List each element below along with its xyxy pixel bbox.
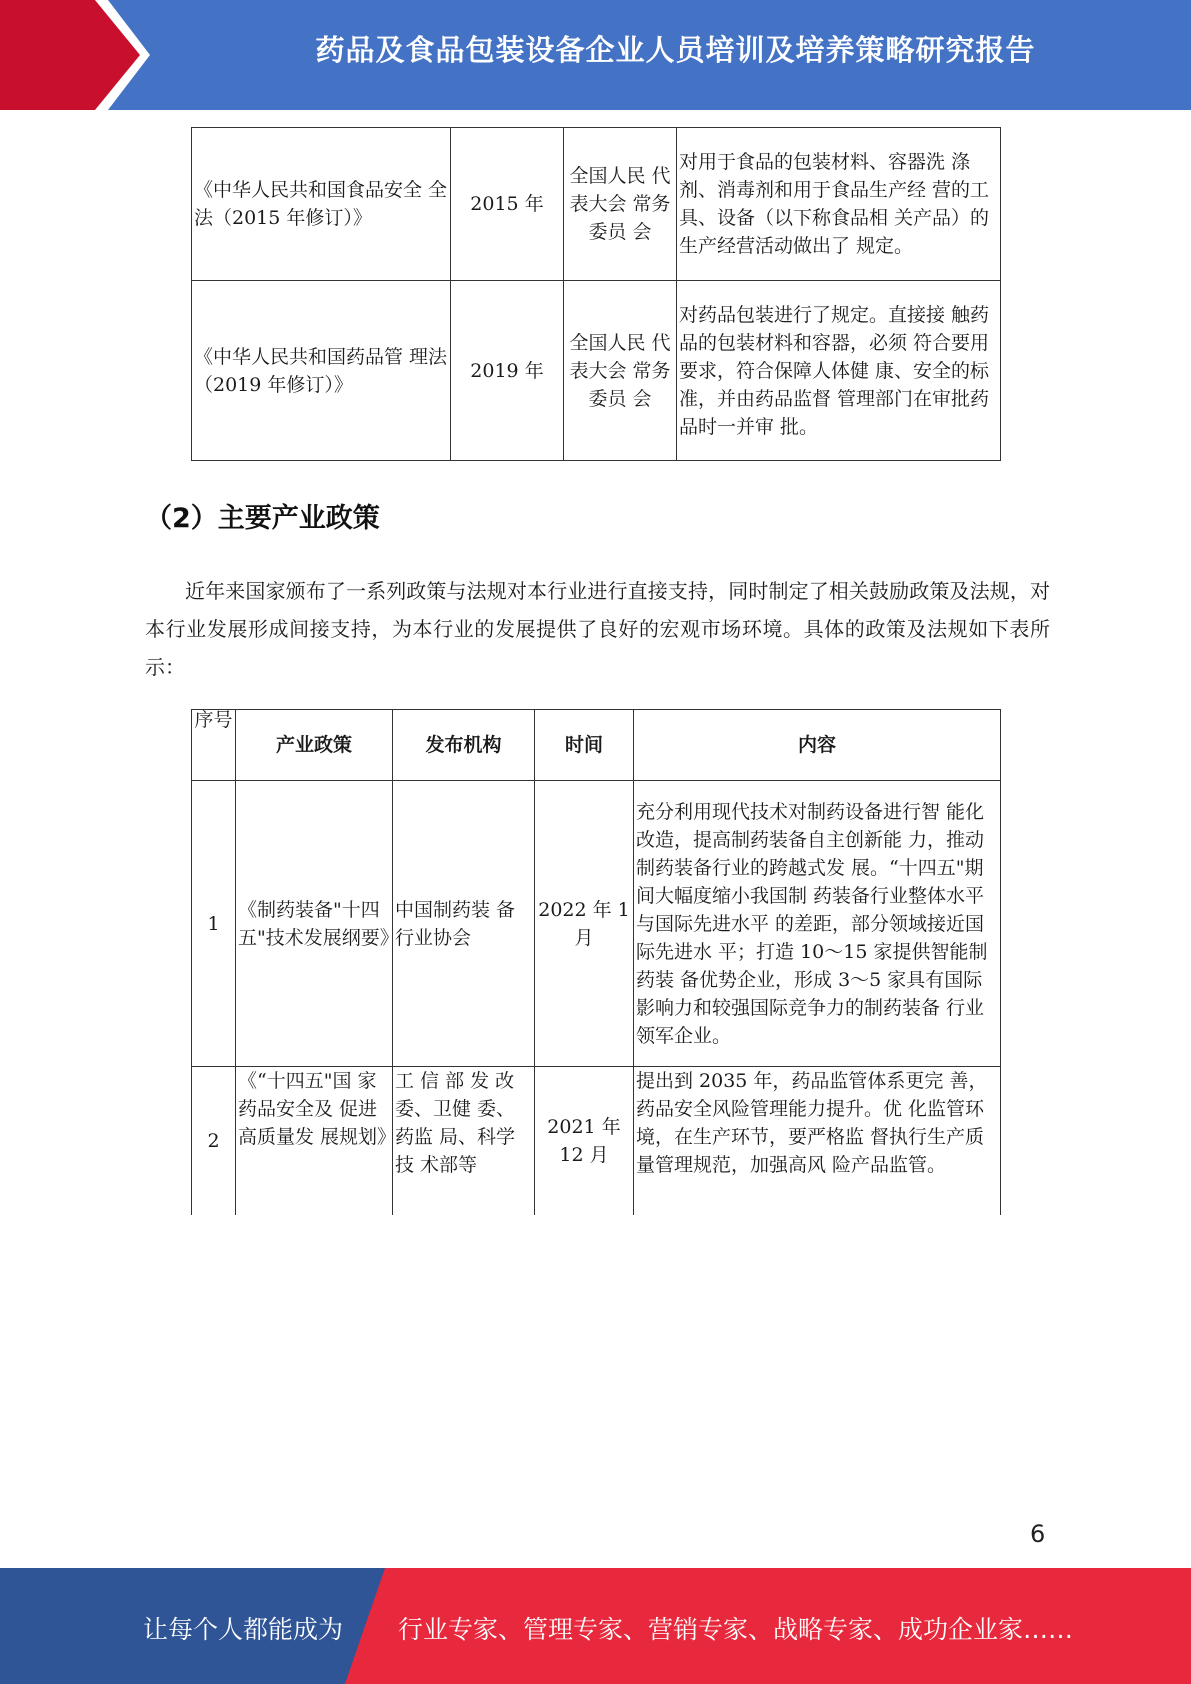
header-content: 内容 (634, 710, 1001, 781)
header-agency: 发布机构 (393, 710, 535, 781)
policy-table (191, 709, 1001, 1215)
policy-agency: 中国制药装 备行业协会 (393, 781, 535, 1067)
law-authority: 全国人民 代表大会 常务委员 会 (564, 128, 677, 281)
policy-seq: 1 (192, 781, 236, 1067)
table-row (192, 281, 1001, 461)
policy-name: 《制药装备"十四五"技术发展纲要》 (236, 781, 393, 1067)
policy-time: 2022 年 1 月 (535, 781, 634, 1067)
section-paragraph: 近年来国家颁布了一系列政策与法规对本行业进行直接支持，同时制定了相关鼓励政策及法规，对本行业发展形成间接支持，为本行业的发展提供了良好的宏观市场环境。具体的政策及法规如下表所示： (145, 579, 1050, 679)
law-year: 2019 年 (451, 281, 564, 461)
policy-time: 2021 年 12 月 (535, 1067, 634, 1215)
law-content: 对药品包装进行了规定。直接接 触药品的包装材料和容器，必须 符合要用要求，符合保障人体健 康、安全的标准，并由药品监督 管理部门在审批药品时一并审 批。 (677, 281, 1001, 461)
header-seq: 序号 (192, 710, 236, 781)
table-row (192, 1067, 1001, 1215)
table-header-row (192, 710, 1001, 781)
table-row (192, 128, 1001, 281)
section-heading: （2）主要产业政策 (145, 503, 380, 534)
footer-slogan-right: 行业专家、管理专家、营销专家、战略专家、成功企业家…… (398, 1615, 1074, 1644)
policy-seq: 2 (192, 1067, 236, 1215)
table-row (192, 781, 1001, 1067)
law-name: 《中华人民共和国药品管 理法（2019 年修订）》 (192, 281, 451, 461)
law-year: 2015 年 (451, 128, 564, 281)
laws-table (191, 127, 1001, 461)
policy-name: 《“十四五"国 家药品安全及 促进高质量发 展规划》 (236, 1067, 393, 1215)
report-title: 药品及食品包装设备企业人员培训及培养策略研究报告 (315, 33, 1036, 67)
law-name: 《中华人民共和国食品安全 全法（2015 年修订）》 (192, 128, 451, 281)
policy-agency: 工 信 部 发 改委、卫健 委、药监 局、科学技 术部等 (393, 1067, 535, 1215)
footer-slogan-left: 让每个人都能成为 (143, 1615, 344, 1644)
page-header (0, 0, 1191, 110)
header-policy: 产业政策 (236, 710, 393, 781)
page-number: 6 (1030, 1520, 1046, 1548)
page-footer (0, 1568, 1191, 1684)
policy-content: 充分利用现代技术对制药设备进行智 能化改造，提高制药装备自主创新能 力，推动制药装备行业的跨越式发 展。“十四五"期间大幅度缩小我国制 药装备行业整体水平与国际先进水平 的差距，部分领域接近国际先进水 平；打造 10～15 家提供智能制药装 备优势企业，形成 3～5 家具有国际 影响力和较强国际竞争力的制药装备 行业领军企业。 (634, 781, 1001, 1067)
header-time: 时间 (535, 710, 634, 781)
law-content: 对用于食品的包装材料、容器洗 涤剂、消毒剂和用于食品生产经 营的工具、设备（以下称食品相 关产品）的生产经营活动做出了 规定。 (677, 128, 1001, 281)
law-authority: 全国人民 代表大会 常务委员 会 (564, 281, 677, 461)
policy-content: 提出到 2035 年，药品监管体系更完 善，药品安全风险管理能力提升。优 化监管环境，在生产环节，要严格监 督执行生产质量管理规范，加强高风 险产品监管。 (634, 1067, 1001, 1215)
